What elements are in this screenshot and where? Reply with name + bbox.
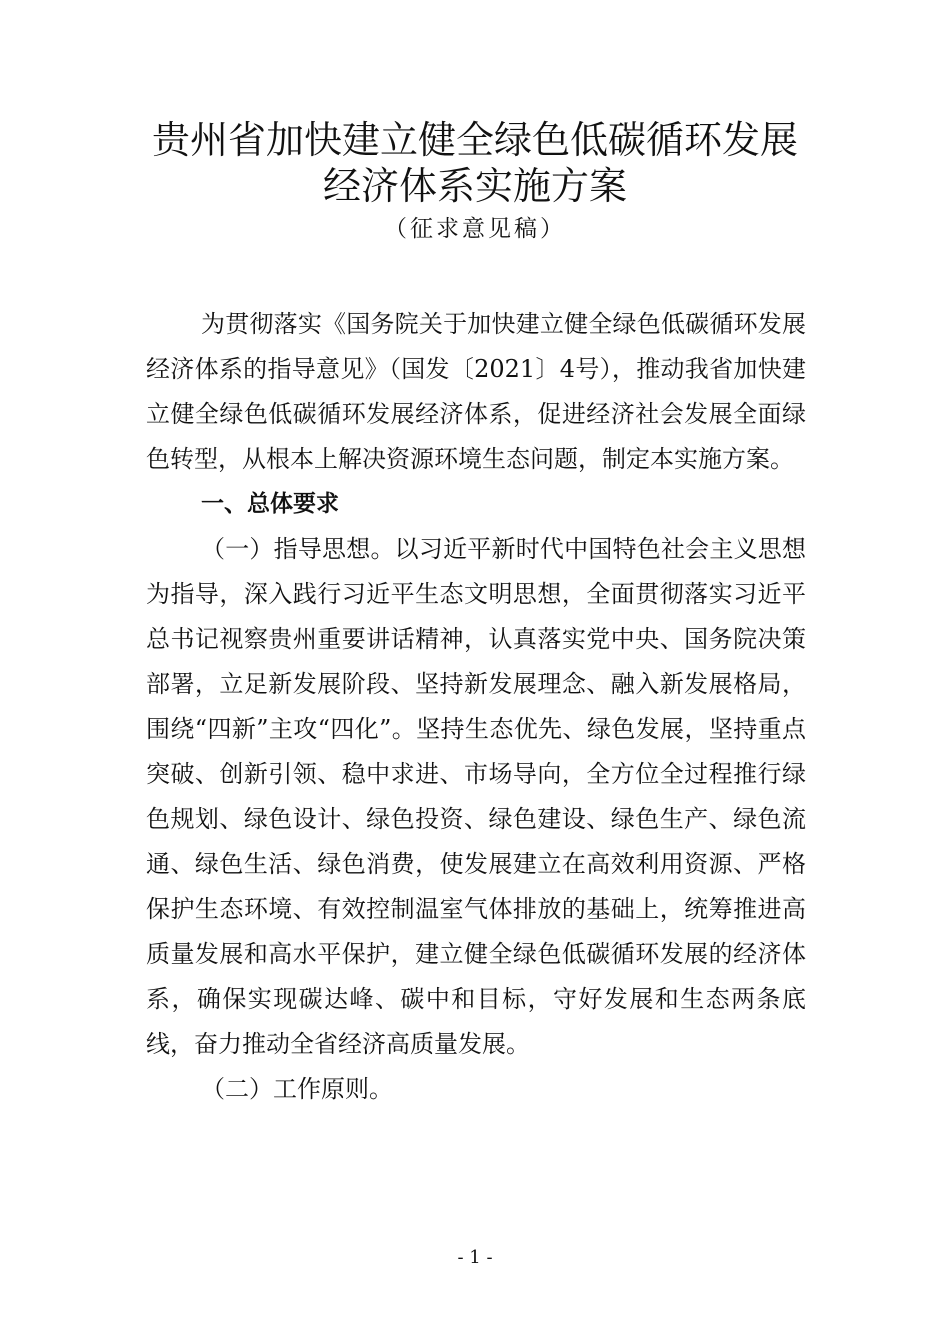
- page-number: - 1 -: [457, 1247, 493, 1268]
- document-subtitle: （征求意见稿）: [384, 216, 566, 242]
- document-title-line-2: 经济体系实施方案: [322, 164, 627, 208]
- guiding-ideology-paragraph: （一）指导思想。以习近平新时代中国特色社会主义思想为指导，深入践行习近平生态文明思想，全面贯彻落实习近平总书记视察贵州重要讲话精神，认真落实党中央、国务院决策部署，立足新发展阶段、坚持新发展理念、融入新发展格局，围绕“四新”主攻“四化”。坚持生态优先、绿色发展，坚持重点突破、创新引领、稳中求进、市场导向，全方位全过程推行绿色规划、绿色设计、绿色投资、绿色建设、绿色生产、绿色流通、绿色生活、绿色消费，使发展建立在高效利用资源、严格保护生态环境、有效控制温室气体排放的基础上，统筹推进高质量发展和高水平保护，建立健全绿色低碳循环发展的经济体系，确保实现碳达峰、碳中和目标，守好发展和生态两条底线，奋力推动全省经济高质量发展。: [146, 535, 806, 1058]
- working-principles-paragraph: （二）工作原则。: [201, 1075, 393, 1103]
- intro-paragraph: 为贯彻落实《国务院关于加快建立健全绿色低碳循环发展经济体系的指导意见》（国发〔2021〕4号），推动我省加快建立健全绿色低碳循环发展经济体系，促进经济社会发展全面绿色转型，从根本上解决资源环境生态问题，制定本实施方案。: [146, 310, 806, 473]
- section-heading-general-requirements: 一、总体要求: [201, 491, 339, 517]
- document-body: [146, 302, 806, 1112]
- document-title-line-1: 贵州省加快建立健全绿色低碳循环发展: [151, 118, 798, 162]
